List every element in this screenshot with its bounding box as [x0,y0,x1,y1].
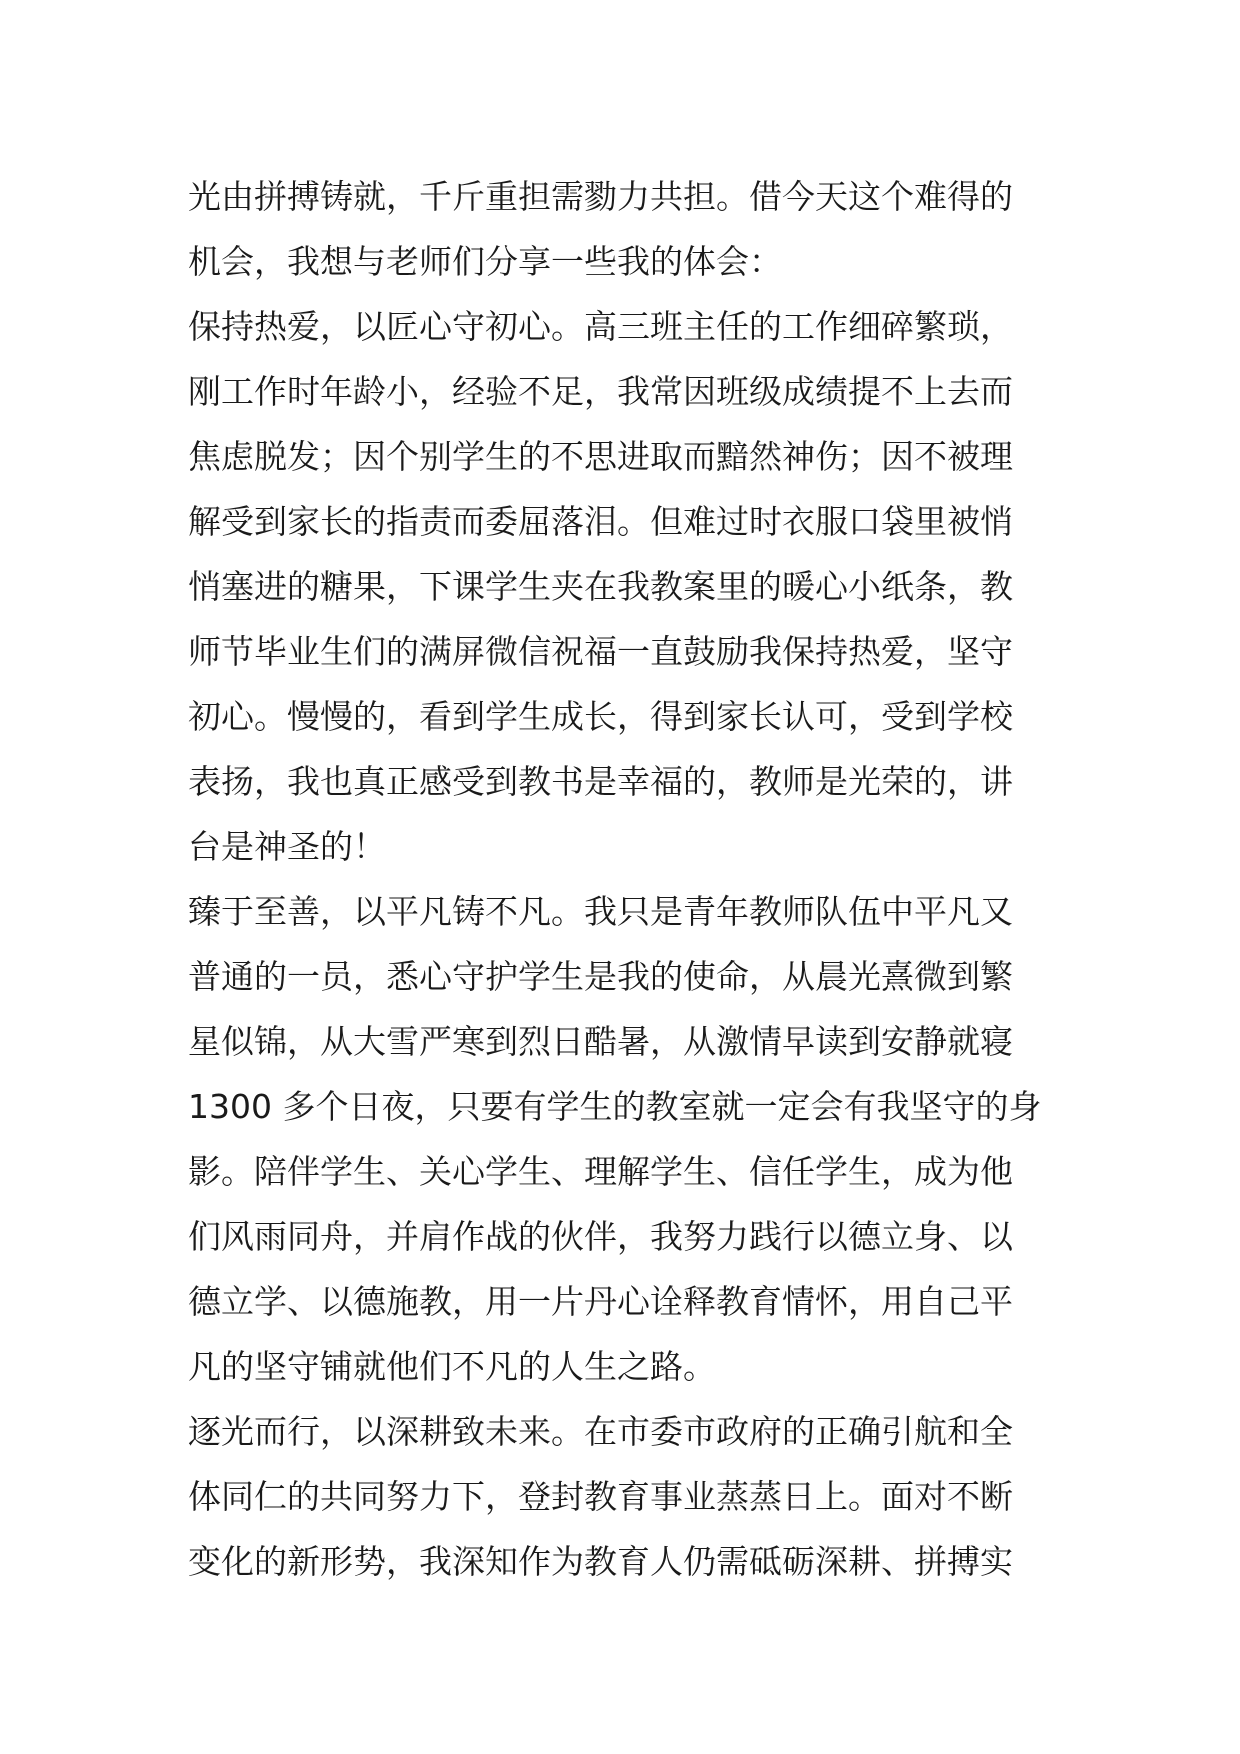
text-line: 逐光而行，以深耕致未来。在市委市政府的正确引航和全 [188,1412,1013,1451]
text-line: 普通的一员，悉心守护学生是我的使命，从晨光熹微到繁 [188,957,1013,996]
text-line: 台是神圣的！ [188,827,386,866]
text-line: 们风雨同舟，并肩作战的伙伴，我努力践行以德立身、以 [188,1217,1013,1256]
text-line: 表扬，我也真正感受到教书是幸福的，教师是光荣的，讲 [188,762,1013,801]
text-line: 变化的新形势，我深知作为教育人仍需砥砺深耕、拼搏实 [188,1542,1013,1581]
text-line: 机会，我想与老师们分享一些我的体会： [188,242,782,281]
body-text [188,164,1068,1594]
text-line: 焦虑脱发；因个别学生的不思进取而黯然神伤；因不被理 [188,437,1013,476]
text-line: 星似锦，从大雪严寒到烈日酷暑，从激情早读到安静就寝 [188,1022,1013,1061]
text-line: 臻于至善，以平凡铸不凡。我只是青年教师队伍中平凡又 [188,892,1013,931]
text-line: 光由拼搏铸就，千斤重担需勠力共担。借今天这个难得的 [188,177,1013,216]
text-line: 体同仁的共同努力下，登封教育事业蒸蒸日上。面对不断 [188,1477,1013,1516]
text-line: 解受到家长的指责而委屈落泪。但难过时衣服口袋里被悄 [188,502,1013,541]
text-line: 影。陪伴学生、关心学生、理解学生、信任学生，成为他 [188,1152,1013,1191]
text-line: 刚工作时年龄小，经验不足，我常因班级成绩提不上去而 [188,372,1013,411]
text-line: 凡的坚守铺就他们不凡的人生之路。 [188,1347,716,1386]
text-line: 悄塞进的糖果，下课学生夹在我教案里的暖心小纸条，教 [188,567,1013,606]
text-line: 师节毕业生们的满屏微信祝福一直鼓励我保持热爱，坚守 [188,632,1013,671]
text-line: 保持热爱，以匠心守初心。高三班主任的工作细碎繁琐， [188,307,1013,346]
text-line: 初心。慢慢的，看到学生成长，得到家长认可，受到学校 [188,697,1013,736]
text-line: 1300 多个日夜，只要有学生的教室就一定会有我坚守的身 [188,1087,1042,1126]
text-line: 德立学、以德施教，用一片丹心诠释教育情怀，用自己平 [188,1282,1013,1321]
